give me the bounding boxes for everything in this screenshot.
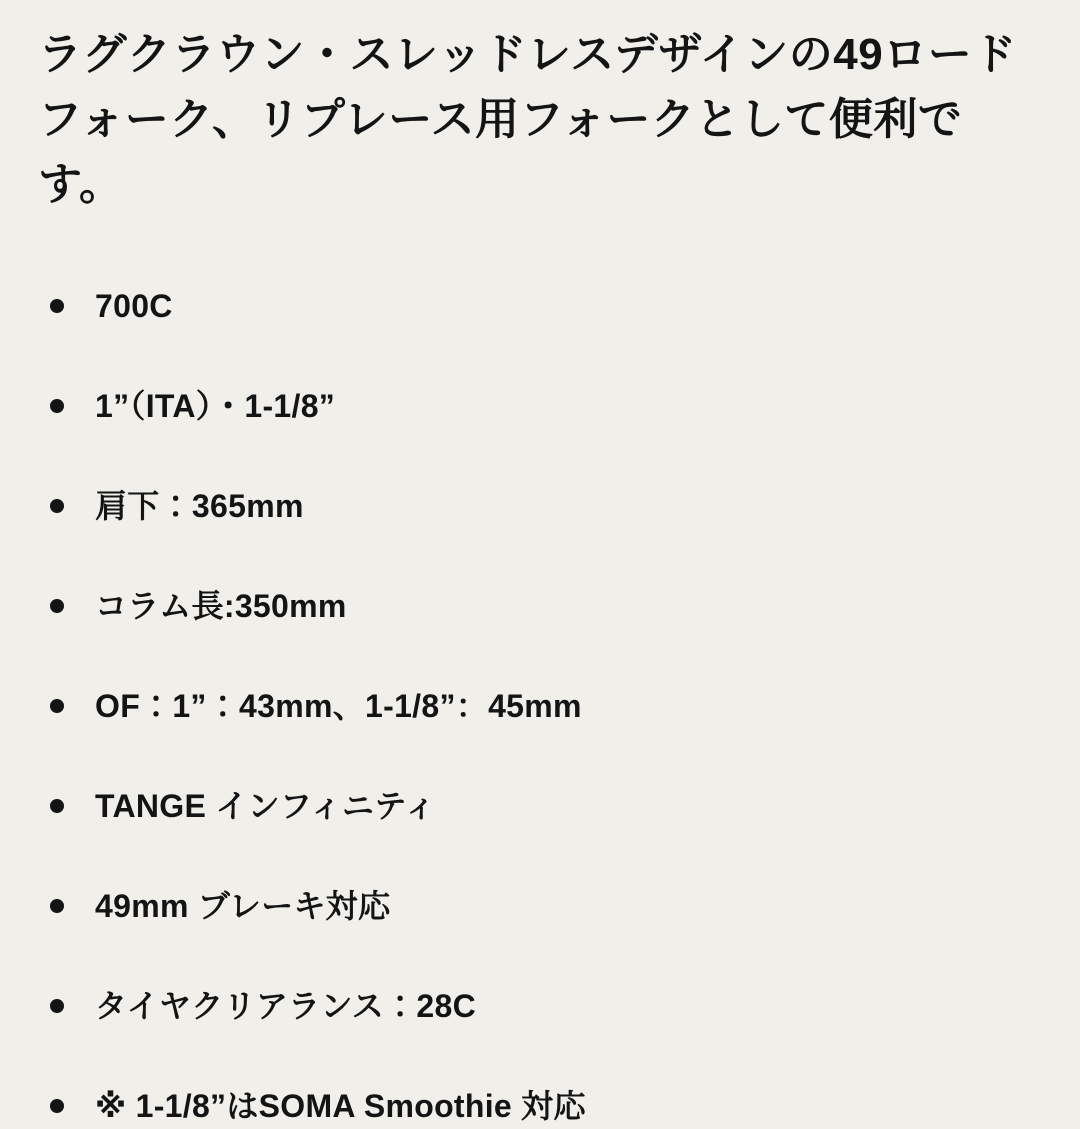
spec-text: ※ 1-1/8”はSOMA Smoothie 対応 (95, 1088, 586, 1124)
spec-text: 1”（ITA）・1-1/8” (95, 388, 336, 424)
spec-text: タイヤクリアランス：28C (95, 988, 477, 1024)
spec-text: OF：1”：43mm、1-1/8”：45mm (95, 688, 582, 724)
bullet-icon (50, 899, 64, 913)
spec-list-item (38, 883, 1042, 929)
spec-text: 49mm ブレーキ対応 (95, 888, 391, 924)
product-description-text: ラグクラウン・スレッドレスデザインの49ロードフォーク、リプレース用フォークとして便利です。 (38, 30, 1017, 209)
spec-text: コラム長:350mm (95, 588, 347, 624)
spec-text: 700C (95, 288, 173, 324)
spec-list-item (38, 683, 1042, 729)
spec-list-item (38, 483, 1042, 529)
bullet-icon (50, 499, 64, 513)
bullet-icon (50, 799, 64, 813)
bullet-icon (50, 299, 64, 313)
bullet-icon (50, 1099, 64, 1113)
spec-text: TANGE インフィニティ (95, 788, 437, 824)
spec-list-item (38, 383, 1042, 429)
spec-list-item (38, 1083, 1042, 1129)
spec-list-item (38, 783, 1042, 829)
spec-list-item (38, 283, 1042, 329)
spec-list (38, 283, 1042, 1129)
bullet-icon (50, 599, 64, 613)
bullet-icon (50, 699, 64, 713)
spec-list-item (38, 583, 1042, 629)
spec-list-item (38, 983, 1042, 1029)
bullet-icon (50, 999, 64, 1013)
spec-text: 肩下：365mm (95, 488, 304, 524)
bullet-icon (50, 399, 64, 413)
